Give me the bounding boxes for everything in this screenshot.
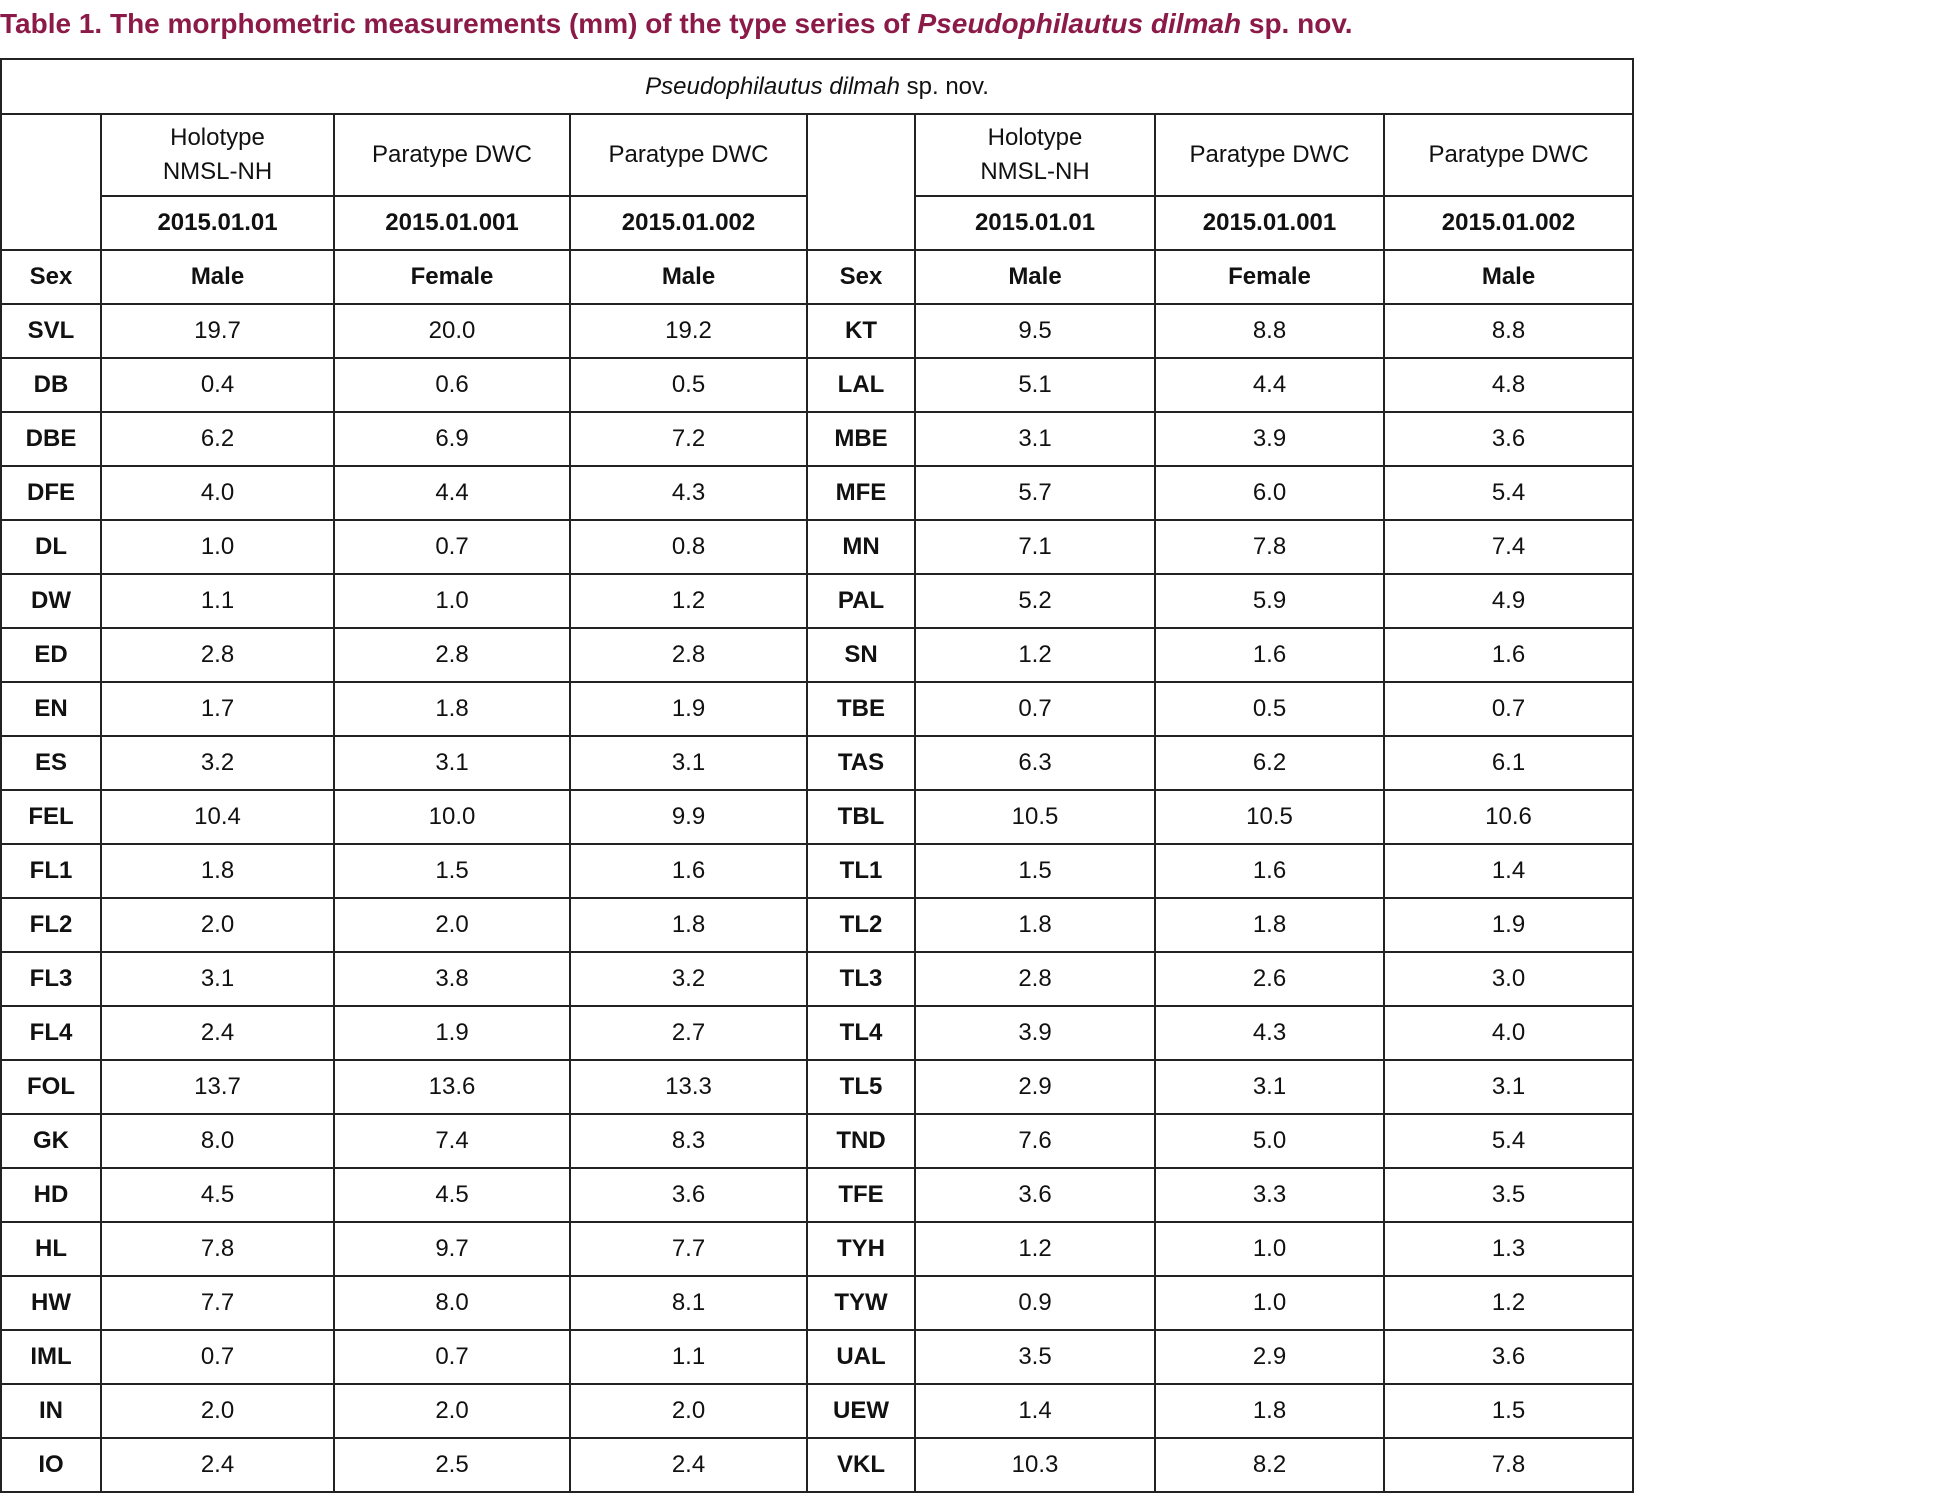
measure-value: 4.5 (101, 1168, 334, 1222)
measure-value: 13.6 (334, 1060, 570, 1114)
measure-value: 2.0 (101, 1384, 334, 1438)
measure-value: 1.0 (101, 520, 334, 574)
measure-label-left: FEL (1, 790, 101, 844)
measure-value: 13.3 (570, 1060, 807, 1114)
table-row (1, 790, 1633, 844)
measure-value: 4.0 (1384, 1006, 1633, 1060)
table-row (1, 1060, 1633, 1114)
header-line2: NMSL-NH (980, 158, 1090, 185)
measure-value: 13.7 (101, 1060, 334, 1114)
measure-value: 0.7 (334, 1330, 570, 1384)
measure-value: 7.8 (101, 1222, 334, 1276)
sex-value: Female (1155, 250, 1384, 304)
measure-label-left: DBE (1, 412, 101, 466)
caption-prefix: Table 1. The morphometric measurements (mm) of the type series of (0, 8, 918, 39)
measure-label-left: DB (1, 358, 101, 412)
measure-value: 1.3 (1384, 1222, 1633, 1276)
measure-value: 4.9 (1384, 574, 1633, 628)
measure-label-left: FL4 (1, 1006, 101, 1060)
table-row (1, 1438, 1633, 1492)
table-title-cell (1, 59, 1633, 114)
measure-label-right: LAL (807, 358, 915, 412)
header-specimen-right-2 (1384, 114, 1633, 196)
measure-label-right: VKL (807, 1438, 915, 1492)
header-number-left-1: 2015.01.001 (334, 196, 570, 250)
measure-value: 7.7 (101, 1276, 334, 1330)
measure-value: 3.5 (1384, 1168, 1633, 1222)
measure-value: 19.7 (101, 304, 334, 358)
measure-value: 10.5 (915, 790, 1155, 844)
measure-value: 0.9 (915, 1276, 1155, 1330)
measure-label-left: ES (1, 736, 101, 790)
sex-row (1, 250, 1633, 304)
header-line1: Paratype DWC (608, 141, 769, 168)
measure-label-right: UAL (807, 1330, 915, 1384)
table-row (1, 1222, 1633, 1276)
measure-value: 4.4 (334, 466, 570, 520)
caption-species: Pseudophilautus dilmah (917, 8, 1242, 39)
measure-value: 1.5 (334, 844, 570, 898)
header-number-right-0: 2015.01.01 (915, 196, 1155, 250)
table-row (1, 358, 1633, 412)
table-row (1, 1168, 1633, 1222)
measure-value: 10.3 (915, 1438, 1155, 1492)
measure-label-right: TAS (807, 736, 915, 790)
measure-value: 3.6 (1384, 412, 1633, 466)
measure-value: 1.6 (1155, 844, 1384, 898)
measure-value: 1.2 (915, 628, 1155, 682)
header-line1: Paratype DWC (1428, 141, 1589, 168)
measure-value: 1.0 (1155, 1222, 1384, 1276)
measure-value: 1.8 (334, 682, 570, 736)
measure-value: 0.6 (334, 358, 570, 412)
measure-value: 7.4 (1384, 520, 1633, 574)
sex-value: Female (334, 250, 570, 304)
measure-value: 3.9 (915, 1006, 1155, 1060)
measure-value: 3.2 (570, 952, 807, 1006)
table-row (1, 1114, 1633, 1168)
sex-value: Male (570, 250, 807, 304)
measure-label-left: SVL (1, 304, 101, 358)
measure-value: 1.4 (1384, 844, 1633, 898)
measure-label-right: TL4 (807, 1006, 915, 1060)
measure-label-left: IN (1, 1384, 101, 1438)
measure-label-left: DL (1, 520, 101, 574)
measure-label-right: MFE (807, 466, 915, 520)
measure-value: 5.4 (1384, 466, 1633, 520)
table-row (1, 304, 1633, 358)
measure-value: 9.9 (570, 790, 807, 844)
measure-value: 1.8 (1155, 898, 1384, 952)
table-row (1, 466, 1633, 520)
measure-label-left: HL (1, 1222, 101, 1276)
header-specimen-left-0 (101, 114, 334, 196)
header-number-left-0: 2015.01.01 (101, 196, 334, 250)
table-row (1, 628, 1633, 682)
measure-value: 1.6 (1384, 628, 1633, 682)
measure-value: 5.7 (915, 466, 1155, 520)
measure-value: 10.4 (101, 790, 334, 844)
measure-value: 9.5 (915, 304, 1155, 358)
measure-value: 6.0 (1155, 466, 1384, 520)
table-row (1, 574, 1633, 628)
measure-label-right: TND (807, 1114, 915, 1168)
measure-label-right: TBE (807, 682, 915, 736)
header-specimen-right-1 (1155, 114, 1384, 196)
measure-label-right: TL2 (807, 898, 915, 952)
measure-value: 1.7 (101, 682, 334, 736)
measure-label-left: HW (1, 1276, 101, 1330)
measure-value: 1.1 (101, 574, 334, 628)
header-number-right-2: 2015.01.002 (1384, 196, 1633, 250)
measure-value: 4.0 (101, 466, 334, 520)
measure-value: 8.0 (334, 1276, 570, 1330)
measure-label-right: TL3 (807, 952, 915, 1006)
measure-value: 4.8 (1384, 358, 1633, 412)
measure-value: 2.0 (101, 898, 334, 952)
measure-value: 2.0 (570, 1384, 807, 1438)
measure-value: 4.3 (1155, 1006, 1384, 1060)
measure-label-right: TL1 (807, 844, 915, 898)
measure-value: 2.9 (915, 1060, 1155, 1114)
table-row (1, 736, 1633, 790)
measure-value: 3.0 (1384, 952, 1633, 1006)
measure-value: 3.8 (334, 952, 570, 1006)
header-row-specimen (1, 114, 1633, 196)
measure-value: 7.6 (915, 1114, 1155, 1168)
measure-label-left: HD (1, 1168, 101, 1222)
measure-value: 0.4 (101, 358, 334, 412)
header-line1: Paratype DWC (1189, 141, 1350, 168)
table-caption (0, 8, 1940, 40)
header-line1: Paratype DWC (371, 141, 533, 168)
measure-value: 3.1 (334, 736, 570, 790)
measure-value: 3.5 (915, 1330, 1155, 1384)
measure-value: 3.2 (101, 736, 334, 790)
measure-value: 5.0 (1155, 1114, 1384, 1168)
measure-value: 2.9 (1155, 1330, 1384, 1384)
measure-value: 9.7 (334, 1222, 570, 1276)
measure-value: 5.2 (915, 574, 1155, 628)
measure-value: 7.7 (570, 1222, 807, 1276)
header-number-left-2: 2015.01.002 (570, 196, 807, 250)
measure-value: 7.1 (915, 520, 1155, 574)
measure-value: 3.1 (915, 412, 1155, 466)
measure-label-right: PAL (807, 574, 915, 628)
measure-value: 8.8 (1384, 304, 1633, 358)
measure-value: 1.8 (101, 844, 334, 898)
measure-value: 0.7 (101, 1330, 334, 1384)
measure-value: 6.3 (915, 736, 1155, 790)
measure-value: 3.3 (1155, 1168, 1384, 1222)
measure-value: 0.8 (570, 520, 807, 574)
measure-label-left: FOL (1, 1060, 101, 1114)
measure-value: 0.7 (1384, 682, 1633, 736)
measure-value: 4.5 (334, 1168, 570, 1222)
table-title-suffix: sp. nov. (899, 72, 989, 100)
measure-value: 1.9 (334, 1006, 570, 1060)
measure-label-left: DFE (1, 466, 101, 520)
table-row (1, 844, 1633, 898)
measure-value: 10.6 (1384, 790, 1633, 844)
measure-value: 2.6 (1155, 952, 1384, 1006)
table-row (1, 1384, 1633, 1438)
measure-value: 0.7 (334, 520, 570, 574)
header-line2: NMSL-NH (162, 158, 273, 185)
measure-value: 1.2 (570, 574, 807, 628)
measure-value: 3.1 (101, 952, 334, 1006)
measure-value: 1.5 (915, 844, 1155, 898)
header-specimen-left-1 (334, 114, 570, 196)
measure-value: 1.9 (1384, 898, 1633, 952)
header-line1: Holotype (987, 124, 1083, 151)
table-row (1, 682, 1633, 736)
sex-value: Male (1384, 250, 1633, 304)
measure-value: 2.0 (334, 1384, 570, 1438)
measure-value: 2.8 (915, 952, 1155, 1006)
measure-value: 2.4 (101, 1006, 334, 1060)
measure-value: 7.4 (334, 1114, 570, 1168)
measure-value: 6.2 (1155, 736, 1384, 790)
measure-value: 7.8 (1384, 1438, 1633, 1492)
table-row (1, 1330, 1633, 1384)
measure-label-right: SN (807, 628, 915, 682)
table-row (1, 520, 1633, 574)
sex-label-left: Sex (1, 250, 101, 304)
measure-value: 3.1 (1384, 1060, 1633, 1114)
measure-value: 2.4 (101, 1438, 334, 1492)
measure-value: 5.1 (915, 358, 1155, 412)
measure-value: 1.0 (334, 574, 570, 628)
measure-label-right: TFE (807, 1168, 915, 1222)
measure-label-right: MN (807, 520, 915, 574)
measure-value: 20.0 (334, 304, 570, 358)
caption-suffix: sp. nov. (1241, 8, 1353, 39)
measure-value: 6.1 (1384, 736, 1633, 790)
measure-value: 5.4 (1384, 1114, 1633, 1168)
measure-label-left: FL2 (1, 898, 101, 952)
measure-value: 6.9 (334, 412, 570, 466)
measure-label-right: TYH (807, 1222, 915, 1276)
measure-label-left: DW (1, 574, 101, 628)
measure-label-left: IO (1, 1438, 101, 1492)
measure-value: 4.3 (570, 466, 807, 520)
table-row (1, 1006, 1633, 1060)
measure-value: 1.9 (570, 682, 807, 736)
measure-label-left: ED (1, 628, 101, 682)
measure-value: 1.8 (1155, 1384, 1384, 1438)
header-line1: Holotype (170, 124, 265, 151)
measure-label-right: TBL (807, 790, 915, 844)
measure-value: 0.5 (570, 358, 807, 412)
measure-value: 1.2 (915, 1222, 1155, 1276)
measure-value: 3.6 (1384, 1330, 1633, 1384)
table-row (1, 898, 1633, 952)
measure-value: 1.5 (1384, 1384, 1633, 1438)
measure-value: 8.8 (1155, 304, 1384, 358)
measure-label-right: KT (807, 304, 915, 358)
measure-value: 1.8 (570, 898, 807, 952)
measure-label-left: GK (1, 1114, 101, 1168)
measure-label-left: FL1 (1, 844, 101, 898)
sex-value: Male (101, 250, 334, 304)
measure-value: 3.6 (570, 1168, 807, 1222)
table-row (1, 1276, 1633, 1330)
measure-label-left: EN (1, 682, 101, 736)
measure-label-right: UEW (807, 1384, 915, 1438)
header-specimen-left-2 (570, 114, 807, 196)
measure-value: 10.5 (1155, 790, 1384, 844)
header-number-right-1: 2015.01.001 (1155, 196, 1384, 250)
header-blank-left (1, 114, 101, 250)
measure-value: 3.1 (1155, 1060, 1384, 1114)
measure-value: 8.0 (101, 1114, 334, 1168)
measure-value: 0.5 (1155, 682, 1384, 736)
table-row (1, 412, 1633, 466)
measure-value: 4.4 (1155, 358, 1384, 412)
measure-value: 3.9 (1155, 412, 1384, 466)
measure-value: 2.8 (570, 628, 807, 682)
table-row (1, 952, 1633, 1006)
measure-value: 1.8 (915, 898, 1155, 952)
sex-value: Male (915, 250, 1155, 304)
measure-value: 0.7 (915, 682, 1155, 736)
measure-label-left: IML (1, 1330, 101, 1384)
measure-value: 1.2 (1384, 1276, 1633, 1330)
measure-value: 2.8 (101, 628, 334, 682)
measure-value: 8.2 (1155, 1438, 1384, 1492)
measure-label-right: TL5 (807, 1060, 915, 1114)
measure-value: 1.1 (570, 1330, 807, 1384)
measure-value: 19.2 (570, 304, 807, 358)
measure-value: 1.6 (570, 844, 807, 898)
header-blank-right (807, 114, 915, 250)
header-specimen-right-0 (915, 114, 1155, 196)
measure-value: 8.3 (570, 1114, 807, 1168)
measure-value: 3.1 (570, 736, 807, 790)
measure-value: 7.8 (1155, 520, 1384, 574)
measure-value: 2.8 (334, 628, 570, 682)
morphometric-table (0, 58, 1634, 1493)
measure-value: 2.5 (334, 1438, 570, 1492)
measure-value: 2.4 (570, 1438, 807, 1492)
measure-value: 1.6 (1155, 628, 1384, 682)
table-title-species: Pseudophilautus dilmah (645, 72, 900, 100)
measure-value: 6.2 (101, 412, 334, 466)
measure-label-right: TYW (807, 1276, 915, 1330)
sex-label-right: Sex (807, 250, 915, 304)
measure-value: 1.0 (1155, 1276, 1384, 1330)
measure-value: 8.1 (570, 1276, 807, 1330)
measure-value: 2.7 (570, 1006, 807, 1060)
measure-label-right: MBE (807, 412, 915, 466)
measure-value: 2.0 (334, 898, 570, 952)
measure-label-left: FL3 (1, 952, 101, 1006)
measure-value: 3.6 (915, 1168, 1155, 1222)
table-title-row (1, 59, 1633, 114)
measure-value: 1.4 (915, 1384, 1155, 1438)
measure-value: 10.0 (334, 790, 570, 844)
measure-value: 5.9 (1155, 574, 1384, 628)
measure-value: 7.2 (570, 412, 807, 466)
